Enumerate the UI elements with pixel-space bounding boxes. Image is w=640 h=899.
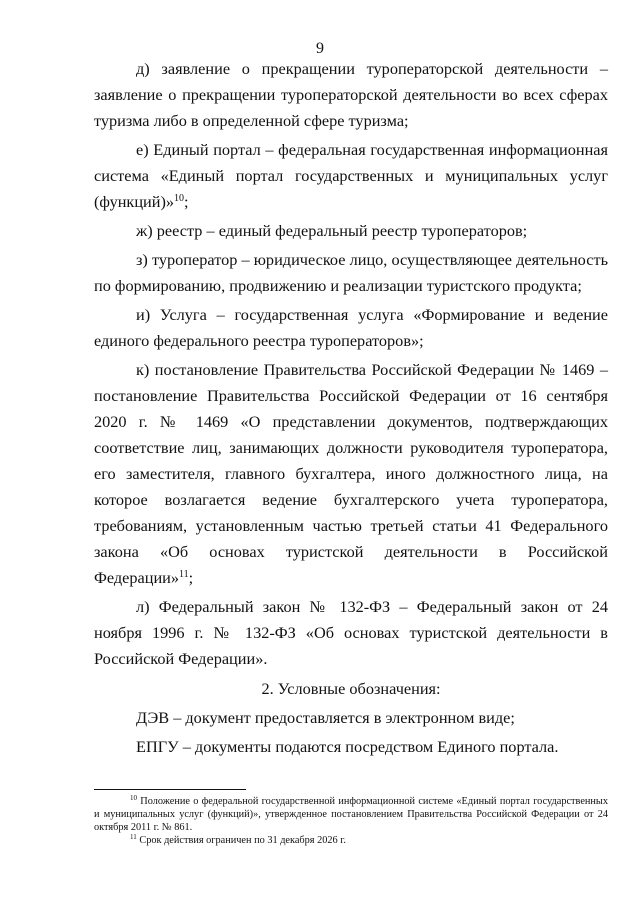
footnote-11 [94,834,608,847]
footnote-11-text: Срок действия ограничен по 31 декабря 2026 г. [139,835,346,846]
page-number: 9 [316,40,324,57]
footnotes [94,795,608,847]
paragraph-z: з) туроператор – юридическое лицо, осуществляющее деятельность по формированию, продвижению и реализации туристского продукта; [94,250,608,295]
footnote-divider [94,789,246,790]
paragraph-l: л) Федеральный закон № 132-ФЗ – Федеральный закон от 24 ноября 1996 г. № 132-ФЗ «Об основах туристской деятельности в Российской Федерации». [94,597,608,668]
footnote-10-text: Положение о федеральной государственной информационной системе «Единый портал государственных и муниципальных услуг (функций)», утвержденное постановлением Правительства Российской Федерации от 24 октября 2011 г. № 861. [94,796,609,833]
symbol-epgu: ЕПГУ – документы подаются посредством Единого портала. [136,737,559,756]
document-body [94,56,608,760]
paragraph-zh: ж) реестр – единый федеральный реестр туроператоров; [136,221,528,240]
paragraph-k-end: ; [188,568,194,587]
paragraph-d: д) заявление о прекращении туроператорской деятельности – заявление о прекращении туроператорской деятельности во всех сферах туризма либо в определенной сфере туризма; [94,59,608,130]
paragraph-e-end: ; [184,192,189,211]
footnote-11-number: 11 [130,833,137,841]
footnote-ref-10: 10 [174,193,185,204]
footnote-ref-11: 11 [179,569,189,580]
footnote-10-number: 10 [130,794,137,802]
symbol-dev: ДЭВ – документ предоставляется в электронном виде; [136,708,515,727]
paragraph-e [94,137,608,215]
footnote-10 [94,795,608,834]
paragraph-i: и) Услуга – государственная услуга «Формирование и ведение единого федерального реестра туроператоров»; [94,305,608,350]
paragraph-k [94,357,608,591]
section-heading: 2. Условные обозначения: [261,679,441,698]
paragraph-k-text: к) постановление Правительства Российской Федерации № 1469 – постановление Правительства Российской Федерации от 16 сентября 2020 г. № 1469 «О представлении документов, подтверждающих соответствие лиц, занимающих должности руководителя туроператора, его заместителя, главного бухгалтера, иного должностного лица, на которое возлагается ведение бухгалтерского учета туроператора, требованиям, установленным частью третьей статьи 41 Федерального закона «Об основах туристской деятельности в Российской Федерации» [94,360,608,587]
paragraph-e-text: е) Единый портал – федеральная государственная информационная система «Единый портал государственных и муниципальных услуг (функций)» [94,140,608,211]
